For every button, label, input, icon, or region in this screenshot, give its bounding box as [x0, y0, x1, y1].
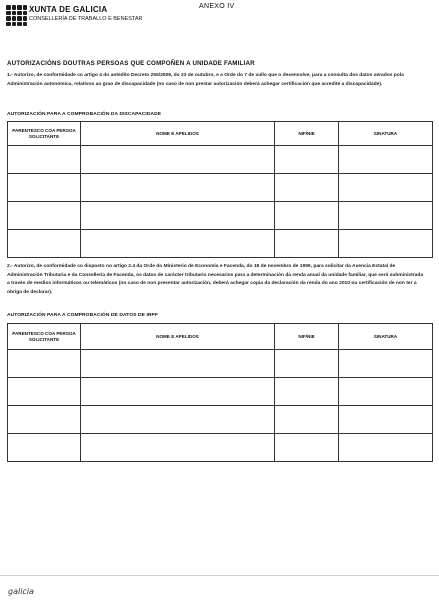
galicia-logo: galicia: [8, 587, 34, 596]
column-header-signature: SINATURA: [339, 324, 433, 350]
subhead-disability: AUTORIZACIÓN PARA A COMPROBACIÓN DA DISCAPACIDADE: [7, 112, 162, 117]
table-header-row: [8, 324, 433, 350]
column-header-nif: NIF/NIE: [275, 324, 339, 350]
authorization-paragraph-1: 1.- Autorizo, de conformidade co artigo 4 do antedito Decreto 255/2008, do 23 de outubro, e a Orde do 7 de xullo que o desenvolve, para a consulta dos datos xerados pola Administración autonómica, relativos ao grao de discapacidade (no caso de non prestar autorización deberá achegar certificación que acredite a discapacidade).: [7, 73, 404, 87]
table-row: [8, 202, 433, 230]
table-row: [8, 146, 433, 174]
table-row: [8, 406, 433, 434]
column-header-name: NOME E APELIDOS: [81, 122, 275, 146]
org-title: XUNTA DE GALICIA: [29, 5, 108, 14]
table-row: [8, 174, 433, 202]
section-title: AUTORIZACIÓNS DOUTRAS PERSOAS QUE COMPOÑEN A UNIDADE FAMILIAR: [7, 60, 255, 67]
table-row: [8, 434, 433, 462]
subhead-irpf: AUTORIZACIÓN PARA A COMPROBACIÓN DE DATOS DE IRPF: [7, 313, 158, 318]
authorization-paragraph-2: 2.- Autorizo, de conformidade co disposto no artigo 2.4 da Orde do Ministerio de Economía e Facenda, do 18 de novembro de 1999, para solicitar da Axencia Estatal de Administración Tributaria e da Consellería de Facenda, os datos de carácter tributario necesarios para a determinación da renda anual da unidade familiar, que será subministrada a través de medios informáticos ou telemáticos (no caso de non presentar autorización, deberá achegar copia da declaración da renda do ano 2010 ou certificación de non ter a obriga de declarar).: [7, 264, 424, 295]
xunta-logo-icon: [6, 5, 27, 26]
table-row: [8, 350, 433, 378]
annex-label: ANEXO IV: [199, 3, 235, 10]
table-row: [8, 378, 433, 406]
column-header-name: NOME E APELIDOS: [81, 324, 275, 350]
irpf-authorization-table: [7, 323, 433, 462]
footer-divider: [0, 575, 439, 576]
column-header-relationship: PARENTESCO COA PERSOA SOLICITANTE: [8, 122, 81, 146]
disability-authorization-table: [7, 121, 433, 258]
table-row: [8, 230, 433, 258]
column-header-signature: SINATURA: [339, 122, 433, 146]
table-header-row: [8, 122, 433, 146]
column-header-nif: NIF/NIE: [275, 122, 339, 146]
column-header-relationship: PARENTESCO COA PERSOA SOLICITANTE: [8, 324, 81, 350]
org-subtitle: CONSELLERÍA DE TRABALLO E BENESTAR: [29, 16, 143, 22]
